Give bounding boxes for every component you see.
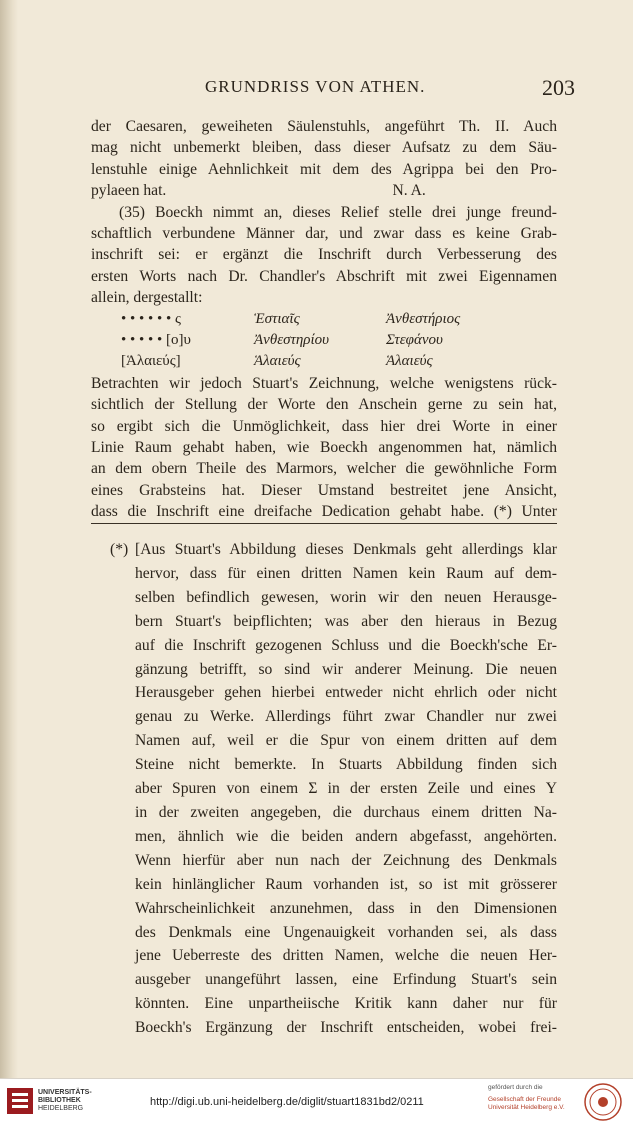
footnote-line: Wahrscheinlichkeit anzunehmen, dass in den Dimensionen (135, 899, 557, 917)
footnote-line: aber Spuren von einem Σ in der ersten Zeile und eines Υ (135, 780, 557, 798)
footnote-line: jene Ueberreste des dritten Namen, welche die neuen Her- (135, 947, 557, 965)
viewer-footer (0, 1078, 633, 1124)
footnote-line: in der zweiten angegeben, die durchaus einem dritten Na- (135, 803, 557, 821)
footnote-line: bern Stuart's beipflichten; was aber den hieraus in Bezug (135, 612, 557, 630)
footnote-line: könnten. Eine unpartheiische Kritik kann daher nur für (135, 995, 557, 1013)
text-line: eines Grabsteins hat. Dieser Umstand bestreitet jene Ansicht, (91, 481, 557, 499)
text-line: an dem obern Theile des Marmors, welcher die gewöhnliche Form (91, 460, 557, 478)
footnote (110, 538, 557, 1040)
inscription-cell: [Ἁλαιεύς] (121, 353, 181, 370)
sponsor-name[interactable]: Gesellschaft der Freunde Universität Heidelberg e.V. (488, 1096, 565, 1111)
footnote-line: genau zu Werke. Allerdings führt zwar Chandler nur zwei (135, 708, 557, 726)
text-line: mag nicht unbemerkt bleiben, dass dieser Aufsatz zu dem Säu- (91, 139, 557, 157)
inscription-cell: • • • • • [ο]υ (121, 332, 191, 349)
footnote-line: auf die Inschrift gezogenen Schluss und die Boeckh'sche Er- (135, 636, 557, 654)
footnote-divider (91, 523, 557, 524)
footnote-line: des Denkmals eine Ungenauigkeit vorhanden sei, als dass (135, 923, 557, 941)
inscription-cell: Στεφάνου (386, 332, 443, 349)
footnote-line: ausgeber unangeführt lassen, eine Erfindung Stuart's sein (135, 971, 557, 989)
footnote-line: Steine nicht bemerkte. In Stuarts Abbildung finden sich (135, 756, 557, 774)
text-line: pylaeen hat. N. A. (91, 182, 426, 200)
text-line: (35) Boeckh nimmt an, dieses Relief stelle drei junge freund- (119, 203, 557, 221)
footnote-line: Boeckh's Ergänzung der Inschrift entscheiden, wobei frei- (135, 1019, 557, 1037)
footnote-line: kein hinlänglicher Raum vorhanden ist, so ist mit grösserer (135, 875, 557, 893)
permalink[interactable]: http://digi.ub.uni-heidelberg.de/diglit/stuart1831bd2/0211 (150, 1096, 424, 1108)
footnote-text (135, 538, 557, 1040)
library-logo-icon[interactable] (6, 1087, 34, 1115)
main-text (91, 116, 557, 523)
text-line: ersten Worts nach Dr. Chandler's Abschrift mit zwei Eigennamen (91, 267, 557, 285)
text-line: allein, dergestallt: (91, 289, 203, 307)
text-line: inschrift sei: er ergänzt die Inschrift durch Verbesserung des (91, 246, 557, 264)
inscription-row (91, 309, 557, 330)
footnote-line: selben befindlich gewesen, worin wir den neuen Herausge- (135, 588, 557, 606)
university-seal-icon (584, 1083, 622, 1121)
text-line: dass die Inschrift eine dreifache Dedication gehabt habe. (*) Unter (91, 503, 557, 521)
footnote-line: Namen auf, weil er die Spur von einem dritten auf dem (135, 732, 557, 750)
book-binding-edge (0, 0, 18, 1078)
inscription-row (91, 351, 557, 372)
inscription-row (91, 330, 557, 351)
footnote-line: Herausgeber gehen hierbei entweder nicht ehrlich oder nicht (135, 684, 557, 702)
inscription-cell: Ἑστιαῖς (254, 310, 300, 327)
text-line: sichtlich der Stellung der Worte den Anschein gerne zu sein hat, (91, 396, 557, 414)
footnote-mark: (*) (110, 541, 129, 558)
footnote-line: hervor, dass für einen dritten Namen kein Raum auf dem- (135, 564, 557, 582)
library-name: UNIVERSITÄTS- BIBLIOTHEK HEIDELBERG (38, 1089, 92, 1112)
running-header (205, 75, 575, 101)
page-number: 203 (542, 75, 575, 100)
text-line: Linie Raum gehabt haben, wie Boeckh angenommen hat, nämlich (91, 439, 557, 457)
inscription-cell: • • • • • • ς (121, 310, 181, 327)
text-line: lenstuhle einige Aehnlichkeit mit dem des Agrippa bei den Pro- (91, 160, 557, 178)
inscription-cell: Ἀνθεστηρίου (254, 332, 330, 349)
footnote-line: men, ähnlich wie die beiden andern abgefasst, angehörten. (135, 827, 557, 845)
footnote-line: [Aus Stuart's Abbildung dieses Denkmals geht allerdings klar (135, 541, 557, 558)
text-line: der Caesaren, geweiheten Säulenstuhls, angeführt Th. II. Auch (91, 118, 557, 135)
footnote-line: gänzung betrifft, so sind wir anderer Meinung. Die neuen (135, 660, 557, 678)
text-line: Betrachten wir jedoch Stuart's Zeichnung, welche wenigstens rück- (91, 374, 557, 392)
inscription-cell: Ἀνθεστήριος (386, 310, 461, 327)
text-line: schaftlich verbundene Männer dar, und zwar dass es keine Grab- (91, 225, 557, 243)
inscription-cell: Ἁλαιεύς (386, 353, 433, 370)
running-title: GRUNDRISS VON ATHEN. (205, 77, 426, 96)
footnote-line: Wenn hierfür aber nun nach der Zeichnung des Denkmals (135, 851, 557, 869)
inscription-cell: Ἁλαιεύς (254, 353, 301, 370)
text-line: so ergibt sich die Unmöglichkeit, dass hier drei Worte in einer (91, 417, 557, 435)
sponsor-label: gefördert durch die (488, 1084, 543, 1091)
